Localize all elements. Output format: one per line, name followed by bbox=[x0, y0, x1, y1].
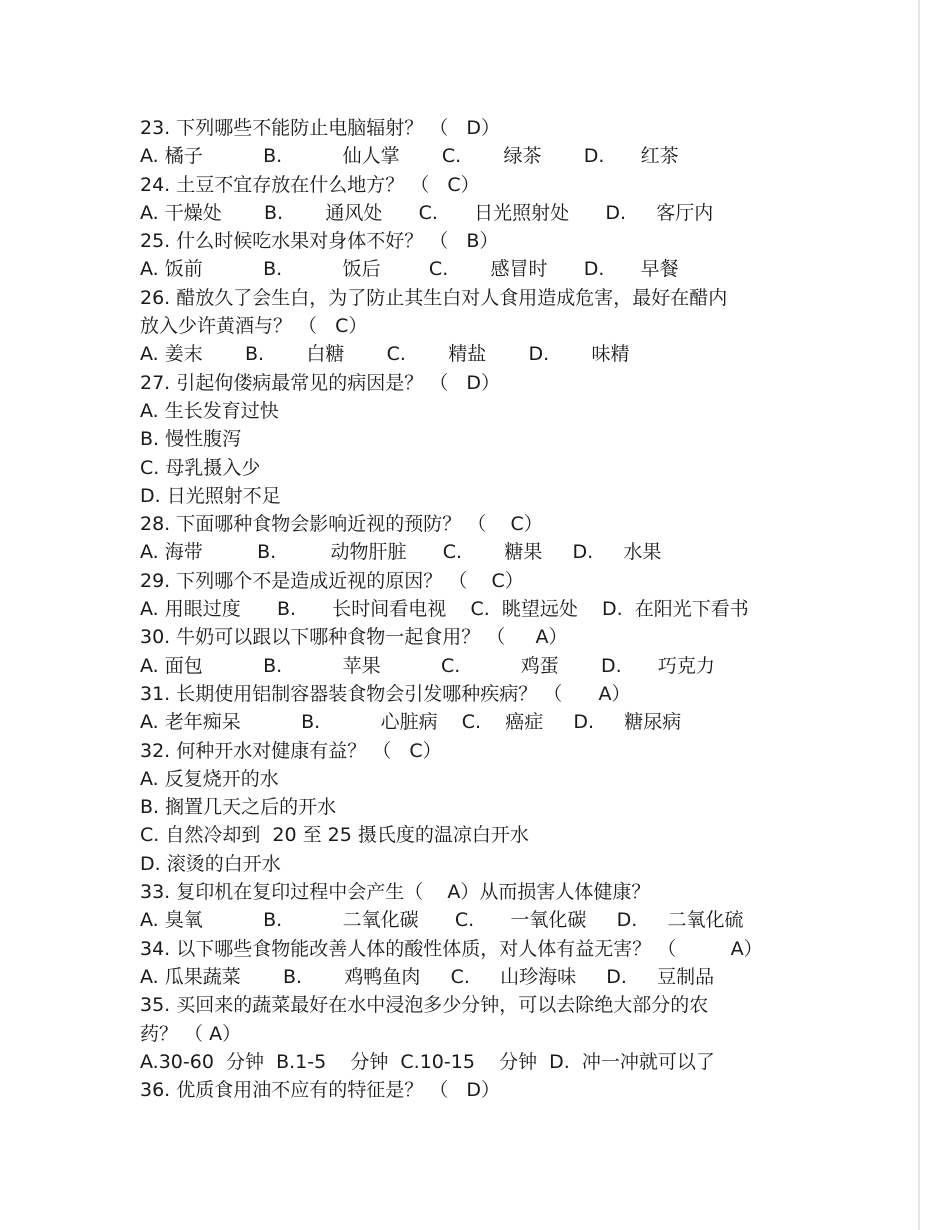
text-line: 25. 什么时候吃水果对身体不好？ （ B） bbox=[140, 230, 499, 253]
question-list bbox=[140, 114, 780, 1104]
text-line: B. 搁置几天之后的开水 bbox=[140, 796, 337, 819]
text-line: A. 臭氧 B. 二氧化碳 C. 一氧化碳 D. 二氧化硫 bbox=[140, 909, 744, 932]
text-line: A. 饭前 B. 饭后 C. 感冒时 D. 早餐 bbox=[140, 258, 679, 281]
text-line: A. 生长发育过快 bbox=[140, 399, 279, 422]
text-line: A. 干燥处 B. 通风处 C. 日光照射处 D. 客厅内 bbox=[140, 201, 714, 224]
text-line: A. 反复烧开的水 bbox=[140, 767, 279, 790]
text-line: 35. 买回来的蔬菜最好在水中浸泡多少分钟，可以去除绝大部分的农 bbox=[140, 994, 709, 1017]
text-line: D. 滚烫的白开水 bbox=[140, 852, 281, 875]
text-line: A. 瓜果蔬菜 B. 鸡鸭鱼肉 C. 山珍海味 D. 豆制品 bbox=[140, 965, 715, 988]
text-line: 27. 引起佝偻病最常见的病因是？ （ D） bbox=[140, 371, 501, 394]
text-line: A.30-60 分钟 B.1-5 分钟 C.10-15 分钟 D. 冲一冲就可以了 bbox=[140, 1050, 715, 1073]
text-line: D. 日光照射不足 bbox=[140, 484, 281, 507]
text-line: 放入少许黄酒与？ （ C） bbox=[140, 315, 368, 338]
text-line: 29. 下列哪个不是造成近视的原因？ （ C） bbox=[140, 569, 524, 592]
text-line: A. 橘子 B. 仙人掌 C. 绿茶 D. 红茶 bbox=[140, 145, 679, 168]
text-line: 36. 优质食用油不应有的特征是？ （ D） bbox=[140, 1079, 501, 1102]
text-line: A. 姜末 B. 白糖 C. 精盐 D. 味精 bbox=[140, 343, 630, 366]
text-line: 34. 以下哪些食物能改善人体的酸性体质，对人体有益无害？ （ A） bbox=[140, 937, 763, 960]
text-line: A. 用眼过度 B. 长时间看电视 C. 眺望远处 D. 在阳光下看书 bbox=[140, 598, 749, 621]
text-line: 30. 牛奶可以跟以下哪种食物一起食用？ （ A） bbox=[140, 626, 568, 649]
text-line: C. 自然冷却到 20 至 25 摄氏度的温凉白开水 bbox=[140, 824, 529, 847]
text-line: 23. 下列哪些不能防止电脑辐射？ （ D） bbox=[140, 117, 501, 139]
text-line: B. 慢性腹泻 bbox=[140, 428, 242, 451]
text-line: A. 面包 B. 苹果 C. 鸡蛋 D. 巧克力 bbox=[140, 654, 715, 677]
text-line: 药？ （ A） bbox=[140, 1022, 242, 1045]
text-line: 24. 土豆不宜存放在什么地方？ （ C） bbox=[140, 173, 480, 196]
page-edge-divider bbox=[918, 0, 920, 1230]
text-line: 33. 复印机在复印过程中会产生（ A）从而损害人体健康？ bbox=[140, 881, 651, 904]
text-line: 26. 醋放久了会生白，为了防止其生白对人食用造成危害，最好在醋内 bbox=[140, 286, 728, 309]
text-line: 31. 长期使用铝制容器装食物会引发哪种疾病？ （ A） bbox=[140, 682, 631, 705]
text-line: 28. 下面哪种食物会影响近视的预防？ （ C） bbox=[140, 513, 543, 536]
text-line: A. 海带 B. 动物肝脏 C. 糖果 D. 水果 bbox=[140, 541, 662, 564]
text-line: A. 老年痴呆 B. 心脏病 C. 癌症 D. 糖尿病 bbox=[140, 711, 682, 734]
text-line: C. 母乳摄入少 bbox=[140, 456, 261, 479]
text-line: 32. 何种开水对健康有益？ （ C） bbox=[140, 739, 442, 762]
